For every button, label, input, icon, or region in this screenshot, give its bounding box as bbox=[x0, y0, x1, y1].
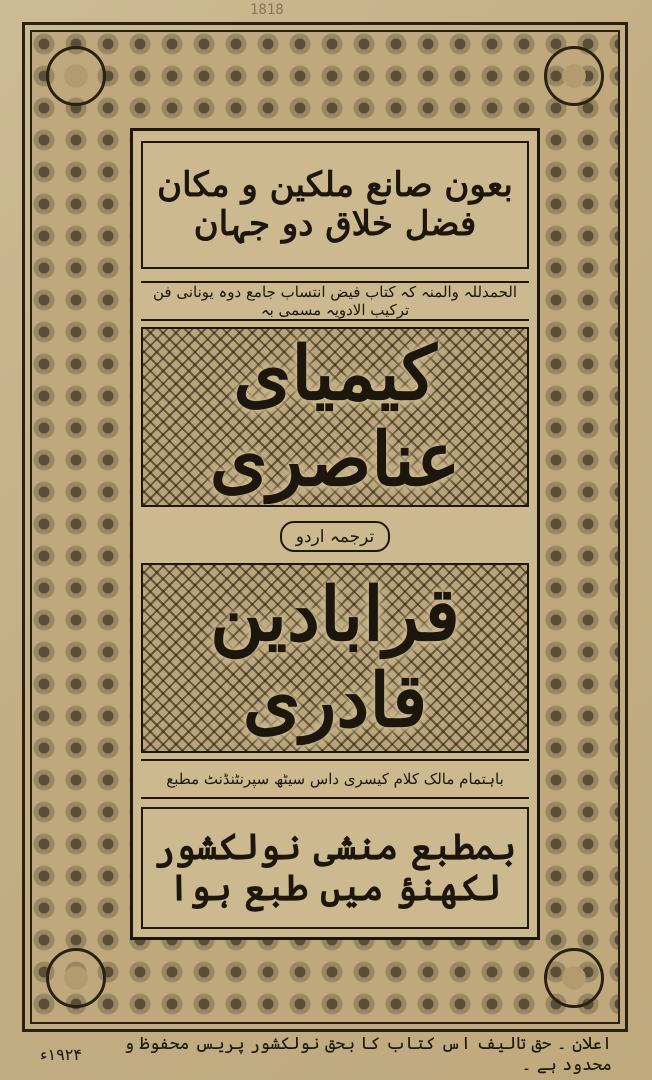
footer bbox=[40, 1034, 612, 1075]
translation-label-row bbox=[141, 511, 529, 561]
second-title-panel bbox=[141, 563, 529, 753]
imprint-band bbox=[141, 807, 529, 929]
second-title: قرابادین قادری bbox=[210, 572, 460, 744]
top-invocation-text: بعون صانع ملکین و مکان فضل خلاق دو جہان bbox=[157, 164, 513, 244]
translation-label: ترجمہ اردو bbox=[280, 521, 391, 552]
top-invocation bbox=[141, 141, 529, 269]
corner-ornament bbox=[46, 948, 106, 1008]
supervision-line-text: باہتمام مالک کلام کیسری داس سیٹھ سپرنٹنڈنٹ مطبع bbox=[166, 770, 504, 788]
corner-ornament bbox=[544, 948, 604, 1008]
main-title-panel bbox=[141, 327, 529, 507]
corner-ornament bbox=[46, 46, 106, 106]
subtitle-line-text: الحمدللہ والمنہ کہ کتاب فیض انتساب جامع دوہ یونانی فن ترکیب الادویہ مسمی بہ bbox=[153, 283, 517, 319]
subtitle-line bbox=[141, 281, 529, 321]
imprint-text: بمطبع منشی نولکشور لکھنؤ میں طبع ہوا bbox=[153, 825, 517, 909]
inner-panel bbox=[130, 128, 540, 940]
main-title: کیمیای عناصری bbox=[209, 331, 461, 503]
copyright-notice: اعلان ۔ حق تالیف اس کتاب کا بحق نولکشور پریس محفوظ و محدود ہے ۔ bbox=[124, 1034, 612, 1075]
handwritten-mark: 1818 bbox=[250, 2, 284, 18]
corner-ornament bbox=[544, 46, 604, 106]
publication-year: ۱۹۲۴ء bbox=[40, 1044, 82, 1064]
supervision-line bbox=[141, 759, 529, 799]
